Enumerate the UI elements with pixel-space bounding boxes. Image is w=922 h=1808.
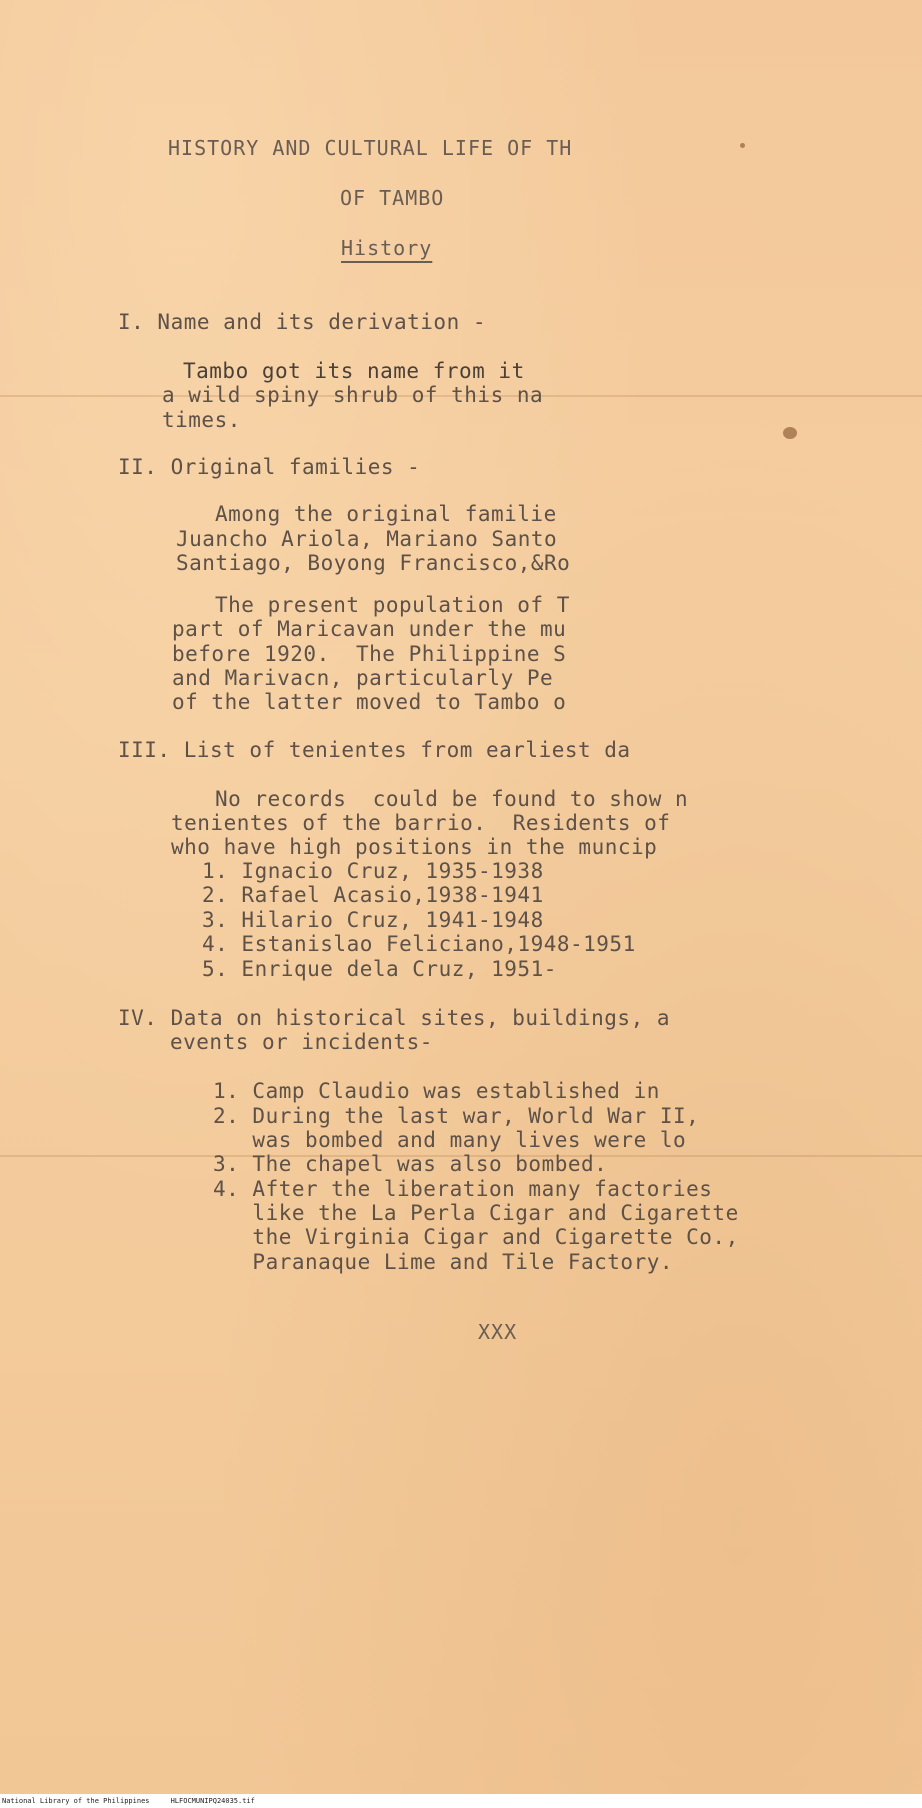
section-3-list-item: 1. Ignacio Cruz, 1935-1938 <box>202 859 544 883</box>
end-mark: XXX <box>478 1320 518 1344</box>
section-2-line: and Marivacn, particularly Pe <box>172 666 554 690</box>
section-3-list-item: 5. Enrique dela Cruz, 1951- <box>202 957 557 981</box>
section-3-line: who have high positions in the muncip <box>171 835 658 859</box>
section-2-line: Santiago, Boyong Francisco,&Ro <box>176 551 571 575</box>
section-2-line: Among the original familie <box>215 502 557 526</box>
section-2-line: part of Maricavan under the mu <box>172 617 567 641</box>
section-3-heading: III. List of tenientes from earliest da <box>118 738 631 762</box>
scan-footer <box>0 1794 922 1808</box>
section-4-list-item: the Virginia Cigar and Cigarette Co., <box>213 1225 739 1249</box>
section-3-list-item: 2. Rafael Acasio,1938-1941 <box>202 883 544 907</box>
section-2-line: before 1920. The Philippine S <box>172 642 567 666</box>
section-3-list-item: 4. Estanislao Feliciano,1948-1951 <box>202 932 636 956</box>
section-4-list-item: like the La Perla Cigar and Cigarette <box>213 1201 739 1225</box>
ink-stain <box>783 427 797 439</box>
section-4-list-item: 1. Camp Claudio was established in <box>213 1079 660 1103</box>
title-line-2: OF TAMBO <box>340 186 445 210</box>
section-4-list-item: 4. After the liberation many factories <box>213 1177 713 1201</box>
section-3-line: No records could be found to show n <box>215 787 689 811</box>
section-1-line: times. <box>162 408 241 432</box>
section-4-heading: IV. Data on historical sites, buildings, a <box>118 1006 671 1030</box>
section-2-heading: II. Original families - <box>118 455 421 479</box>
section-3-list-item: 3. Hilario Cruz, 1941-1948 <box>202 908 544 932</box>
title-history: History <box>341 236 433 260</box>
section-4-list-item: 2. During the last war, World War II, <box>213 1104 700 1128</box>
title-line-1: HISTORY AND CULTURAL LIFE OF TH <box>168 136 573 160</box>
section-4-list-item: Paranaque Lime and Tile Factory. <box>213 1250 674 1274</box>
section-1-line: Tambo got its name from it <box>183 359 525 383</box>
section-4-heading: events or incidents- <box>170 1030 433 1054</box>
footer-library: National Library of the Philippines <box>2 1797 150 1805</box>
section-4-list-item: was bombed and many lives were lo <box>213 1128 687 1152</box>
section-3-line: tenientes of the barrio. Residents of <box>171 811 671 835</box>
section-2-line: The present population of T <box>215 593 570 617</box>
section-2-line: Juancho Ariola, Mariano Santo <box>176 527 558 551</box>
footer-file-id: HLFOCMUNIPQ24035.tif <box>170 1797 255 1805</box>
section-1-line: a wild spiny shrub of this na <box>162 383 544 407</box>
section-4-list-item: 3. The chapel was also bombed. <box>213 1152 608 1176</box>
section-2-line: of the latter moved to Tambo o <box>172 690 567 714</box>
ink-stain <box>740 143 745 148</box>
section-1-heading: I. Name and its derivation - <box>118 310 487 334</box>
